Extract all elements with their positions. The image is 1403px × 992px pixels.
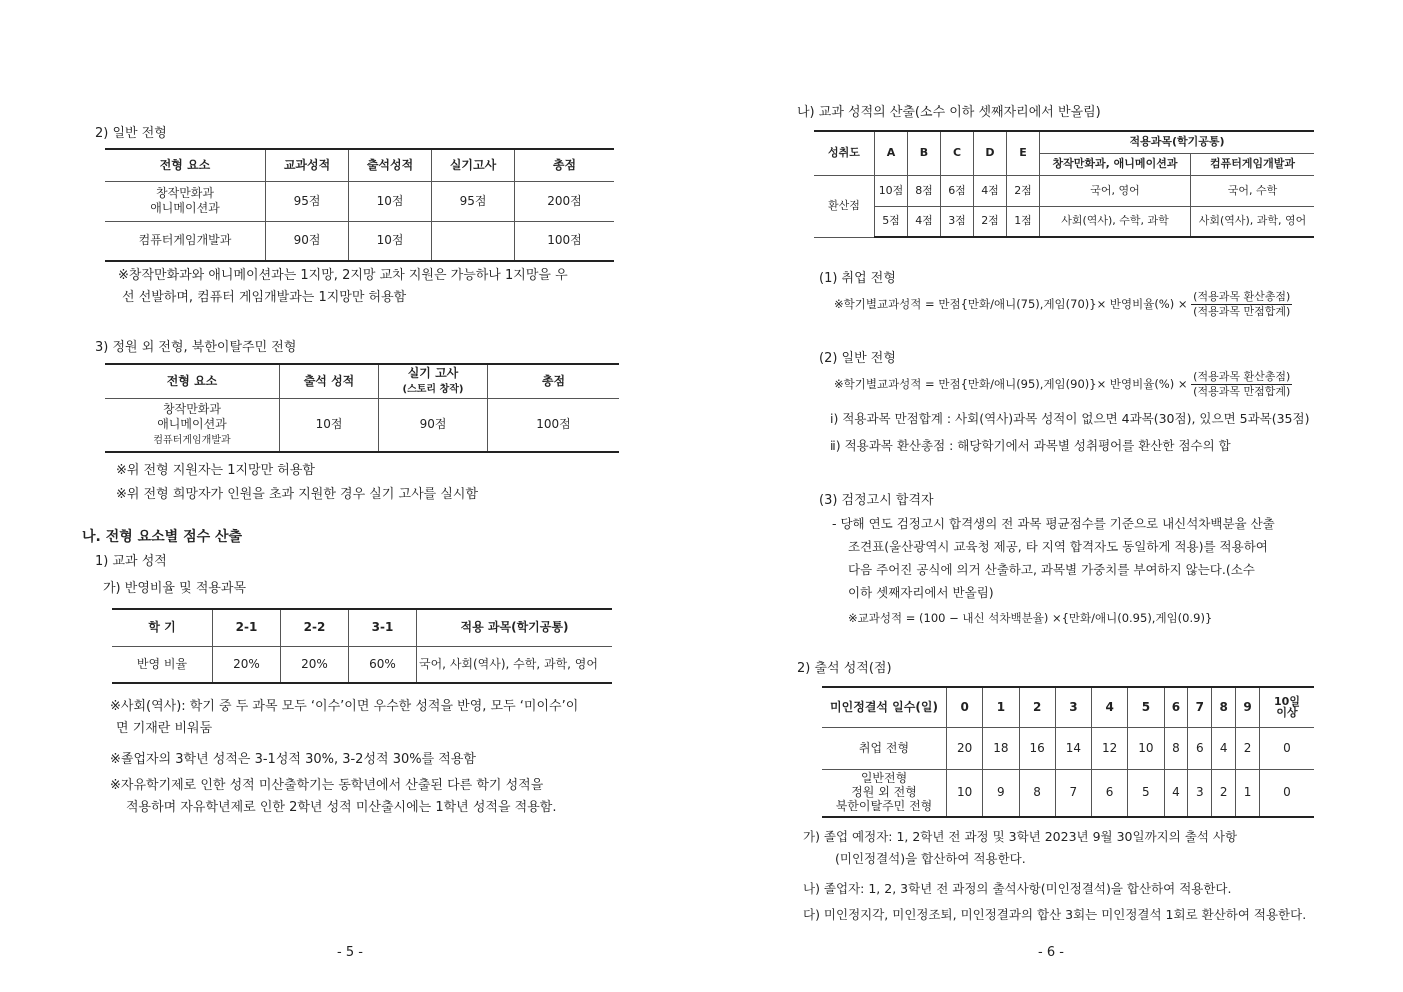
table-header: 적용과목(학기공통)	[1040, 131, 1315, 153]
table-cell: 200점	[515, 181, 615, 221]
table-cell: 6점	[941, 175, 974, 206]
page-number: - 6 -	[1038, 945, 1064, 960]
table-cell: 12	[1092, 727, 1128, 769]
formula: ※학기별교과성적 = 만점{만화/애니(75),게임(70)}× 반영비율(%) × $\frac{\text{(적용과목 환산총점)}}{\text{(적용과목 만점합계)}}$	[834, 290, 1291, 318]
table-header: 0	[947, 687, 983, 727]
formula: ※교과성적 = (100 − 내신 석차백분율) ×{만화/애니(0.95),게임(0.9)}	[848, 611, 1213, 625]
table-cell: 90점	[266, 221, 349, 261]
table-header: 성취도	[814, 131, 875, 175]
table-header: 컴퓨터게임개발과	[1191, 153, 1315, 175]
table-cell: 사회(역사), 과학, 영어	[1191, 206, 1315, 237]
table-cell: 국어, 수학	[1191, 175, 1315, 206]
table-cell: 5	[1128, 769, 1164, 817]
subsection-title: (1) 취업 전형	[819, 271, 896, 286]
section-title: 나) 교과 성적의 산출(소수 이하 셋째자리에서 반올림)	[797, 105, 1101, 120]
table-cell: 6	[1188, 727, 1212, 769]
table-cell: 2	[1212, 769, 1236, 817]
table-header: 실기 고사 (스토리 창작)	[379, 364, 488, 398]
table-header: C	[941, 131, 974, 175]
table-cell: 사회(역사), 수학, 과학	[1040, 206, 1191, 237]
subsection-title: (3) 검정고시 합격자	[819, 493, 934, 508]
note: ※창작만화과와 애니메이션과는 1지망, 2지망 교차 지원은 가능하나 1지망을 우 선 선발하며, 컴퓨터 게임개발과는 1지망만 허용함	[118, 268, 568, 305]
table-header: 적용 과목(학기공통)	[417, 609, 613, 646]
table-cell: 2점	[974, 206, 1007, 237]
table-cell: 컴퓨터게임개발과	[105, 221, 266, 261]
table-cell: 10점	[349, 221, 432, 261]
table-cell: 10	[1128, 727, 1164, 769]
reflection-ratio-table	[112, 608, 612, 684]
table-header: 출석성적	[349, 149, 432, 181]
table-cell: 10점	[349, 181, 432, 221]
table-cell: 일반전형 정원 외 전형 북한이탈주민 전형	[822, 769, 947, 817]
note: ※위 전형 희망자가 인원을 초과 지원한 경우 실기 고사를 실시함	[116, 487, 479, 502]
paragraph: 다) 미인정지각, 미인정조퇴, 미인정결과의 합산 3회는 미인정결석 1회로 환산하여 적용한다.	[803, 907, 1307, 922]
table-header: 6	[1164, 687, 1188, 727]
table-cell: 3점	[941, 206, 974, 237]
table-cell: 0	[1260, 769, 1315, 817]
note: ※졸업자의 3학년 성적은 3-1성적 30%, 3-2성적 30%를 적용함	[110, 752, 476, 767]
table-header: 실기고사	[432, 149, 515, 181]
table-cell: 18	[983, 727, 1019, 769]
section-heading: 나. 전형 요소별 점수 산출	[82, 529, 243, 545]
note: ⅰ) 적용과목 만점합계 : 사회(역사)과목 성적이 없으면 4과목(30점), 있으면 5과목(35점)	[830, 411, 1310, 426]
table-header: 10일 이상	[1260, 687, 1315, 727]
table-cell: 10점	[280, 398, 379, 452]
table-header: A	[875, 131, 908, 175]
table-header: D	[974, 131, 1007, 175]
table-cell: 100점	[515, 221, 615, 261]
table-cell: 100점	[488, 398, 620, 452]
table-header: 2	[1019, 687, 1055, 727]
table-cell: 1	[1236, 769, 1260, 817]
table-cell: 90점	[379, 398, 488, 452]
note: ⅱ) 적용과목 환산총점 : 해당학기에서 과목별 성취평어를 환산한 점수의 합	[830, 438, 1231, 453]
table-cell: 3	[1188, 769, 1212, 817]
table-cell: 창작만화과 애니메이션과	[105, 181, 266, 221]
table-header: 2-1	[213, 609, 281, 646]
table-cell	[432, 221, 515, 261]
table-cell: 10점	[875, 175, 908, 206]
table-header: 3-1	[349, 609, 417, 646]
table-cell: 0	[1260, 727, 1315, 769]
table-cell: 9	[983, 769, 1019, 817]
extra-admission-table	[105, 363, 619, 453]
table-cell: 8	[1164, 727, 1188, 769]
table-header: 7	[1188, 687, 1212, 727]
table-cell: 60%	[349, 646, 417, 683]
table-cell: 국어, 사회(역사), 수학, 과학, 영어	[417, 646, 613, 683]
formula: ※학기별교과성적 = 만점{만화/애니(95),게임(90)}× 반영비율(%) × $\frac{\text{(적용과목 환산총점)}}{\text{(적용과목 만점합계)}}$	[834, 370, 1291, 398]
attendance-table	[822, 686, 1314, 818]
fraction: $\frac{\text{(적용과목 환산총점)}}{\text{(적용과목 만점합계)}}$	[1193, 290, 1291, 318]
paragraph: 가) 졸업 예정자: 1, 2학년 전 과정 및 3학년 2023년 9월 30일까지의 출석 사항 (미인정결석)을 합산하여 적용한다.	[803, 829, 1238, 866]
table-cell: 5점	[875, 206, 908, 237]
paragraph: 나) 졸업자: 1, 2, 3학년 전 과정의 출석사항(미인정결석)을 합산하여 적용한다.	[803, 881, 1232, 896]
subsection-title: (2) 일반 전형	[819, 351, 896, 366]
table-cell: 95점	[266, 181, 349, 221]
note: ※자유학기제로 인한 성적 미산출학기는 동학년에서 산출된 다른 학기 성적을 적용하며 자유학년제로 인한 2학년 성적 미산출시에는 1학년 성적을 적용함.	[110, 778, 557, 815]
table-cell: 1점	[1007, 206, 1040, 237]
table-cell: 4점	[908, 206, 941, 237]
table-header: 전형 요소	[105, 364, 280, 398]
general-admission-table	[105, 148, 614, 262]
subsection-title: 1) 교과 성적	[95, 554, 167, 569]
table-cell: 반영 비율	[112, 646, 213, 683]
table-header: E	[1007, 131, 1040, 175]
table-cell: 6	[1092, 769, 1128, 817]
section-title-general: 2) 일반 전형	[95, 126, 167, 141]
grade-conversion-table	[814, 130, 1314, 238]
table-cell: 14	[1055, 727, 1091, 769]
table-cell: 20%	[281, 646, 349, 683]
table-header: 1	[983, 687, 1019, 727]
table-header: 3	[1055, 687, 1091, 727]
table-header: 창작만화과, 애니메이션과	[1040, 153, 1191, 175]
table-header: 5	[1128, 687, 1164, 727]
table-header: 학 기	[112, 609, 213, 646]
table-header: B	[908, 131, 941, 175]
table-cell: 7	[1055, 769, 1091, 817]
table-header: 4	[1092, 687, 1128, 727]
fraction: $\frac{\text{(적용과목 환산총점)}}{\text{(적용과목 만점합계)}}$	[1193, 370, 1291, 398]
table-cell: 국어, 영어	[1040, 175, 1191, 206]
table-cell: 4	[1212, 727, 1236, 769]
table-cell: 4점	[974, 175, 1007, 206]
table-header: 9	[1236, 687, 1260, 727]
section-title-extra: 3) 정원 외 전형, 북한이탈주민 전형	[95, 340, 297, 355]
table-cell: 8점	[908, 175, 941, 206]
section-title: 2) 출석 성적(점)	[797, 661, 892, 676]
table-header: 미인정결석 일수(일)	[822, 687, 947, 727]
page-number: - 5 -	[337, 945, 363, 960]
table-cell: 95점	[432, 181, 515, 221]
table-cell: 창작만화과 애니메이션과 컴퓨터게임개발과	[105, 398, 280, 452]
subsection-title: 가) 반영비율 및 적용과목	[103, 581, 247, 596]
table-cell: 8	[1019, 769, 1055, 817]
table-cell: 10	[947, 769, 983, 817]
table-cell: 4	[1164, 769, 1188, 817]
table-cell: 2점	[1007, 175, 1040, 206]
table-cell: 2	[1236, 727, 1260, 769]
note: ※위 전형 지원자는 1지망만 허용함	[116, 463, 315, 478]
table-header: 8	[1212, 687, 1236, 727]
table-header: 전형 요소	[105, 149, 266, 181]
paragraph: - 당해 연도 검정고시 합격생의 전 과목 평균점수를 기준으로 내신석차백분율 산출 조견표(울산광역시 교육청 제공, 타 지역 합격자도 동일하게 적용)를 적용하여 다음 주어진 공식에 의거 산출하고, 과목별 가중치를 부여하지 않는다.(소수 이하 셋째자리에서 반올림)	[832, 516, 1275, 600]
table-header: 출석 성적	[280, 364, 379, 398]
table-cell: 16	[1019, 727, 1055, 769]
table-cell: 20%	[213, 646, 281, 683]
table-cell: 취업 전형	[822, 727, 947, 769]
note: ※사회(역사): 학기 중 두 과목 모두 ‘이수’이면 우수한 성적을 반영, 모두 ‘미이수’이 면 기재란 비워둠	[110, 699, 579, 736]
table-header: 교과성적	[266, 149, 349, 181]
table-header: 2-2	[281, 609, 349, 646]
table-cell: 환산점	[814, 175, 875, 237]
table-header: 총점	[515, 149, 615, 181]
table-cell: 20	[947, 727, 983, 769]
table-header: 총점	[488, 364, 620, 398]
